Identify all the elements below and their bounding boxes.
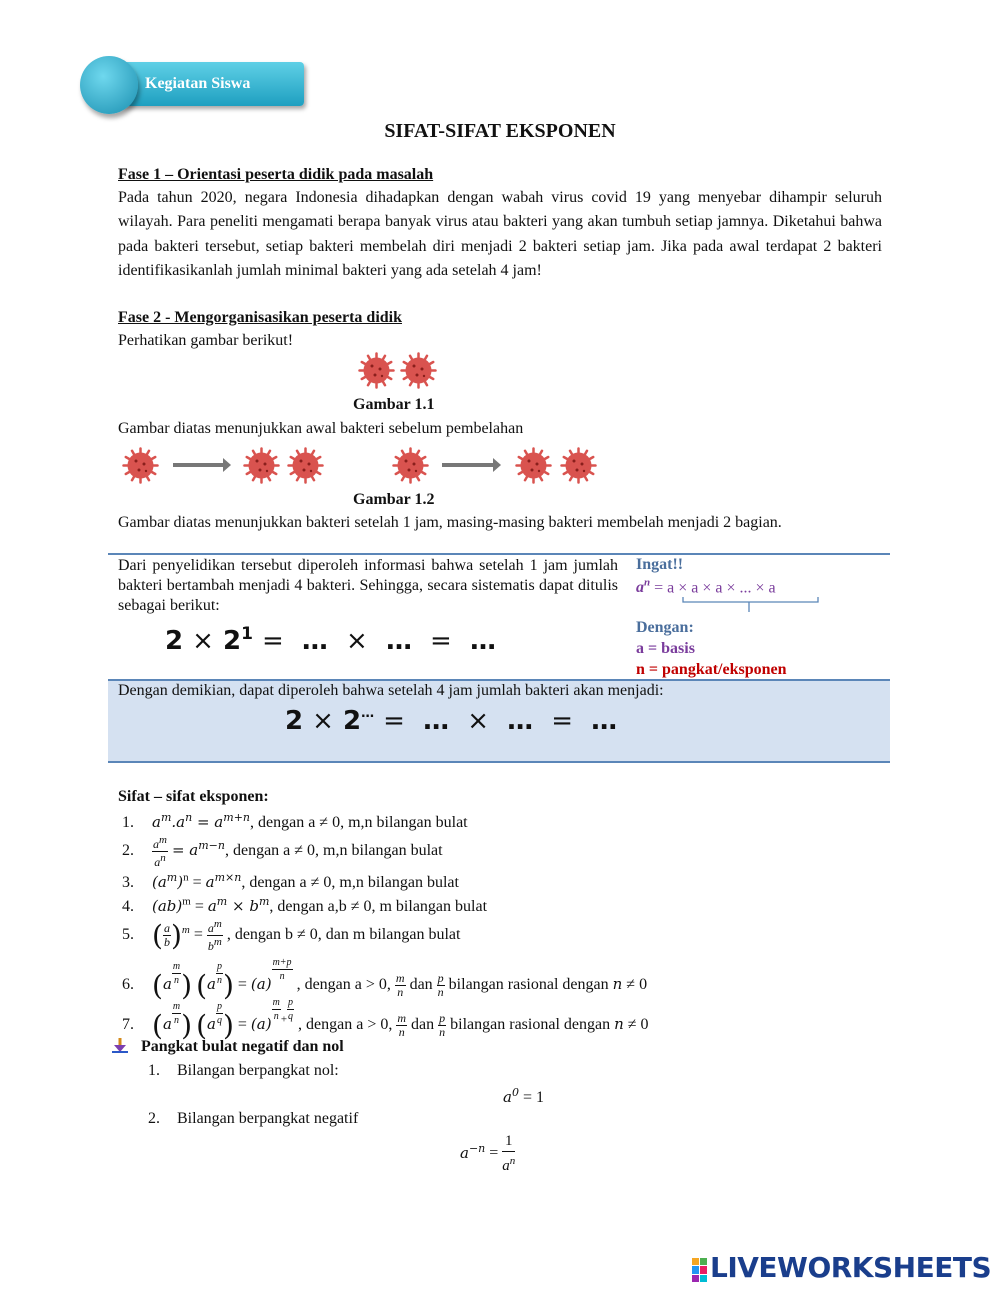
- property-3: 3. $(a^m)^n = a^{m\times n}$, dengan a ≠ 0, m,n bilangan bulat: [122, 871, 459, 891]
- negatif-item-1: 1. Bilangan berpangkat nol:: [148, 1062, 339, 1079]
- sifat-heading: Sifat – sifat eksponen:: [118, 788, 269, 805]
- page-title: SIFAT-SIFAT EKSPONEN: [384, 120, 616, 142]
- equation-2: 2 × 2… = … × … = …: [285, 706, 618, 736]
- bacteria-icon: [392, 447, 429, 484]
- property-4: 4. $(ab)^m = a^m \times b^m$, dengan a,b ≠ 0, m bilangan bulat: [122, 895, 488, 915]
- negative-exponent-formula: $a^{-n}$ = $\frac{1}{a^n}$: [460, 1133, 516, 1174]
- fase1-text: Pada tahun 2020, negara Indonesia dihadapkan dengan wabah virus covid 19 yang menyebar dihampir seluruh wilayah. Para peneliti mengamati berapa banyak virus atau bakteri yang akan tumbuh setiap jamnya. Diketahui bahwa pada bakteri tersebut, setiap bakteri membelah diri menjadi 2 bakteri setiap jam. Jika pada awal terdapat 2 bakteri identifikasikanlah jumlah minimal bakteri yang ada setelah 4 jam!: [118, 189, 882, 279]
- equation-1: $2 \times 2^1$ = … × … = …: [165, 624, 496, 656]
- arrow-icon: [173, 463, 225, 467]
- bacteria-icon: [560, 447, 597, 484]
- fase2-heading: Fase 2 - Mengorganisasikan peserta didik: [118, 309, 403, 326]
- negatif-heading: Pangkat bulat negatif dan nol: [141, 1038, 344, 1055]
- arrow-bullet-icon: [112, 1038, 128, 1054]
- dengan-label: Dengan:: [636, 619, 694, 636]
- bacteria-icon: [358, 352, 395, 389]
- badge-label: Kegiatan Siswa: [145, 75, 251, 92]
- property-6: 6. (a $\frac{m}{n}$ ) (a $\frac{p}{n}$ ) = (a) $\frac{m+p}{n}$ , dengan a > 0, $\frac{m}{n}$ dan $\frac{p}{n}$ bilangan rasional dengan n ≠ 0: [122, 957, 648, 1002]
- property-2: 2. $\frac{a^m}{a^n}$ = $a^{m-n}$, dengan a ≠ 0, m,n bilangan bulat: [122, 834, 443, 869]
- bacteria-icon: [287, 447, 324, 484]
- zero-exponent-formula: $a^0 = 1$: [503, 1086, 544, 1106]
- bacteria-icon: [400, 352, 437, 389]
- logo-icon: [692, 1258, 706, 1282]
- basis-label: a = basis: [636, 640, 695, 657]
- bacteria-icon: [243, 447, 280, 484]
- figure-1-1-caption: Gambar diatas menunjukkan awal bakteri sebelum pembelahan: [118, 420, 524, 437]
- ingat-heading: Ingat!!: [636, 556, 684, 573]
- fase1-heading: Fase 1 – Orientasi peserta didik pada masalah: [118, 166, 434, 183]
- property-5: 5. ( $\frac{a}{b}$ )$^m$ = $\frac{a^m}{b^m}$ , dengan b ≠ 0, dan m bilangan bulat: [122, 918, 461, 953]
- property-7: 7. (a $\frac{m}{n}$ ) (a $\frac{p}{q}$ ) = (a) $\frac{m}{n}$ + $\frac{p}{q}$ , dengan a > 0, $\frac{m}{n}$ dan $\frac{p}{n}$ bilangan rasional dengan n ≠ 0: [122, 997, 649, 1042]
- fase2-intro: Perhatikan gambar berikut!: [118, 332, 294, 349]
- property-1: 1. $a^m.a^n = a^{m+n}$, dengan a ≠ 0, m,n bilangan bulat: [122, 811, 468, 831]
- bacteria-icon: [515, 447, 552, 484]
- box-divider: [108, 679, 890, 681]
- figure-1-2-caption: Gambar diatas menunjukkan bakteri setelah 1 jam, masing-masing bakteri membelah menjadi 2 bagian.: [118, 514, 782, 531]
- badge-circle: [80, 56, 138, 114]
- conclusion-text: Dengan demikian, dapat diperoleh bahwa setelah 4 jam jumlah bakteri akan menjadi:: [118, 682, 664, 699]
- liveworksheets-logo: LIVEWORKSHEETS: [710, 1251, 992, 1284]
- box-top-line: [108, 553, 890, 555]
- negatif-item-2: 2. Bilangan berpangkat negatif: [148, 1110, 359, 1127]
- arrow-icon: [442, 463, 495, 467]
- brace-icon: [682, 596, 820, 614]
- bacteria-icon: [122, 447, 159, 484]
- pangkat-label: n = pangkat/eksponen: [636, 661, 787, 678]
- figure-1-1-label: Gambar 1.1: [353, 396, 435, 413]
- box-text: Dari penyelidikan tersebut diperoleh informasi bahwa setelah 1 jam jumlah bakteri bertambah menjadi 4 bakteri. Sehingga, secara sistematis dapat ditulis sebagai berikut:: [118, 557, 618, 614]
- figure-1-2-label: Gambar 1.2: [353, 491, 435, 508]
- ingat-formula: $a^n = a \times a \times a$ × ... × a: [636, 577, 776, 597]
- box-bottom-line: [108, 761, 890, 763]
